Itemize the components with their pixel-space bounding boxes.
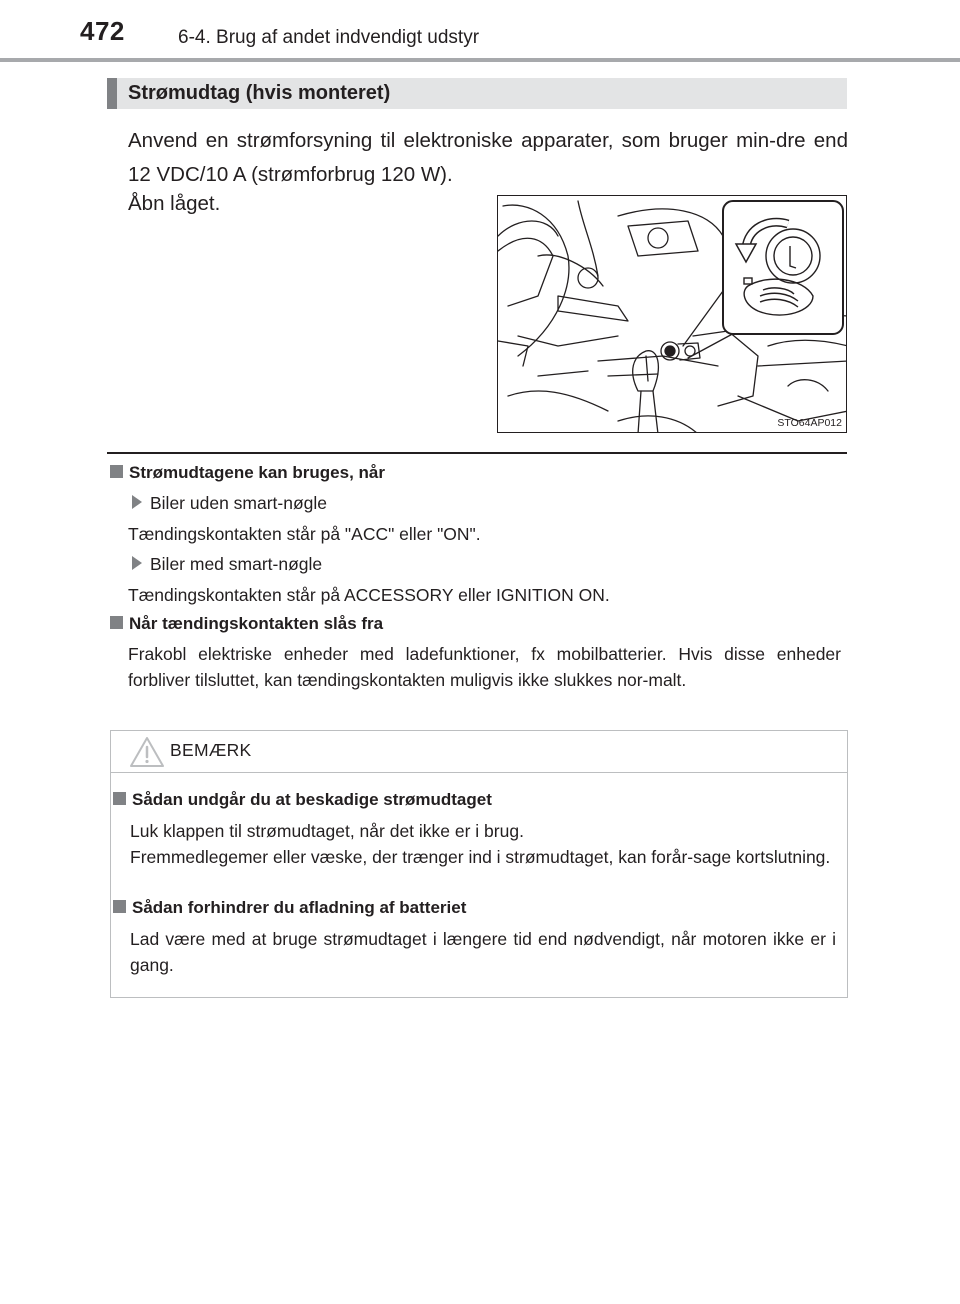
- notice-title: BEMÆRK: [170, 740, 252, 760]
- section-title-bar: [107, 78, 847, 109]
- square-bullet-icon: [113, 792, 126, 805]
- square-bullet-icon: [110, 465, 123, 478]
- page-number: 472: [80, 16, 125, 46]
- triangle-bullet-icon: [132, 495, 142, 509]
- info-item-smart-key: Biler med smart-nøgle: [132, 551, 322, 577]
- notice-text: Luk klappen til strømudtaget, når det ikke er i brug.: [130, 821, 524, 841]
- section-bar-marker: [107, 78, 117, 109]
- step-open-lid: Åbn låget.: [128, 192, 221, 215]
- section-title: Strømudtag (hvis monteret): [128, 82, 391, 104]
- info-item-text: Tændingskontakten står på "ACC" eller "ON".: [128, 524, 481, 544]
- figure-code: STO64AP012: [777, 417, 842, 429]
- power-outlet-illustration-icon: [498, 196, 847, 433]
- power-outlet-figure: [497, 195, 847, 433]
- notice-box: [110, 730, 848, 998]
- square-bullet-icon: [110, 616, 123, 629]
- header-rule: [0, 58, 960, 62]
- notice-text: Fremmedlegemer eller væske, der trænger ind i strømudtaget, kan forår-sage kortslutning.: [130, 847, 831, 867]
- info-item-text: Tændingskontakten står på ACCESSORY eller IGNITION ON.: [128, 585, 610, 605]
- info-item-no-smart-key: Biler uden smart-nøgle: [132, 490, 327, 516]
- square-bullet-icon: [113, 900, 126, 913]
- notice-header: [111, 731, 847, 773]
- section-divider: [107, 452, 847, 454]
- info-paragraph: Frakobl elektriske enheder med ladefunktioner, fx mobilbatterier. Hvis disse enheder forbliver tilsluttet, kan tændingskontakten muligvis ikke slukkes nor-malt.: [128, 644, 841, 690]
- triangle-bullet-icon: [132, 556, 142, 570]
- notice-heading-battery: Sådan forhindrer du afladning af batteriet: [113, 898, 466, 918]
- notice-heading-damage: Sådan undgår du at beskadige strømudtaget: [113, 790, 492, 810]
- notice-text: Lad være med at bruge strømudtaget i længere tid end nødvendigt, når motoren ikke er i gang.: [130, 929, 836, 975]
- chapter-title: 6-4. Brug af andet indvendigt udstyr: [178, 27, 480, 48]
- warning-triangle-icon: [129, 736, 165, 768]
- info-heading-ignition-off: Når tændingskontakten slås fra: [110, 614, 383, 634]
- intro-paragraph: Anvend en strømforsyning til elektroniske apparater, som bruger min-dre end 12 VDC/10 A (strømforbrug 120 W).: [128, 129, 848, 186]
- info-heading-usage: Strømudtagene kan bruges, når: [110, 463, 385, 483]
